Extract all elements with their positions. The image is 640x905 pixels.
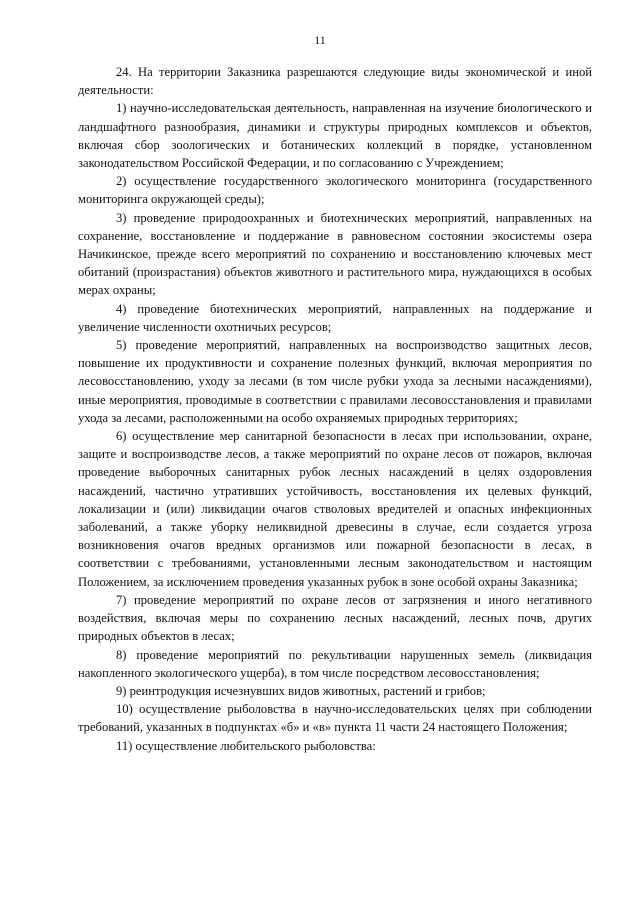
paragraph-subitem-5: 5) проведение мероприятий, направленных на воспроизводство защитных лесов, повышение их продуктивности и сохранение полезных функций, включая мероприятия по лесовосстановлению, уходу за лесами (в том числе рубки ухода за лесными насаждениями), иные мероприятия, проводимые в соответствии с правилами лесовосстановления и правилами ухода за лесами, расположенными на особо охраняемых природных территориях; [78,338,592,425]
paragraph-subitem-9: 9) реинтродукция исчезнувших видов животных, растений и грибов; [116,683,486,698]
paragraph-item-24: 24. На территории Заказника разрешаются следующие виды экономической и иной деятельности: [78,65,592,98]
paragraph-subitem-11: 11) осуществление любительского рыболовства: [116,738,376,753]
paragraph-subitem-10: 10) осуществление рыболовства в научно-исследовательских целях при соблюдении требований, указанных в подпунктах «б» и «в» пункта 11 части 24 настоящего Положения; [78,702,592,735]
paragraph-subitem-2: 2) осуществление государственного экологического мониторинга (государственного мониторинга окружающей среды); [78,174,592,207]
paragraph-subitem-7: 7) проведение мероприятий по охране лесов от загрязнения и иного негативного воздействия, включая меры по сохранению лесных насаждений, лесных почв, других природных объектов в лесах; [78,592,592,644]
paragraph-subitem-4: 4) проведение биотехнических мероприятий, направленных на поддержание и увеличение численности охотничьих ресурсов; [78,301,592,334]
paragraph-subitem-8: 8) проведение мероприятий по рекультивации нарушенных земель (ликвидация накопленного экологического ущерба), в том числе посредством лесовосстановления; [78,647,592,680]
paragraph-subitem-3: 3) проведение природоохранных и биотехнических мероприятий, направленных на сохранение, восстановление и поддержание в равновесном состоянии экосистемы озера Начикинское, прежде всего мероприятий по сохранению и восстановлению ключевых мест обитаний (произрастания) объектов животного и растительного мира, нуждающихся в особых мерах охраны; [78,210,592,298]
paragraph-subitem-1: 1) научно-исследовательская деятельность, направленная на изучение биологического и ландшафтного разнообразия, динамики и структуры природных комплексов и объектов, включая сбор зоологических и ботанических коллекций в порядке, установленном законодательством Российской Федерации, и по согласованию с Учреждением; [78,101,592,171]
document-body [78,63,592,755]
paragraph-subitem-6: 6) осуществление мер санитарной безопасности в лесах при использовании, охране, защите и воспроизводстве лесов, а также мероприятий по охране лесов от пожаров, включая проведение выборочных санитарных рубок лесных насаждений в целях оздоровления насаждений, частично утративших устойчивость, восстановления их целевых функций, локализации и (или) ликвидации очагов стволовых вредителей и опасных инфекционных заболеваний, а также уборку неликвидной древесины в случае, если создается угроза возникновения очагов вредных организмов или пожарной безопасности в лесах, в соответствии с требованиями, установленными лесным законодательством и настоящим Положением, за исключением проведения указанных рубок в зоне особой охраны Заказника; [78,429,592,589]
page-number: 11 [314,33,326,47]
